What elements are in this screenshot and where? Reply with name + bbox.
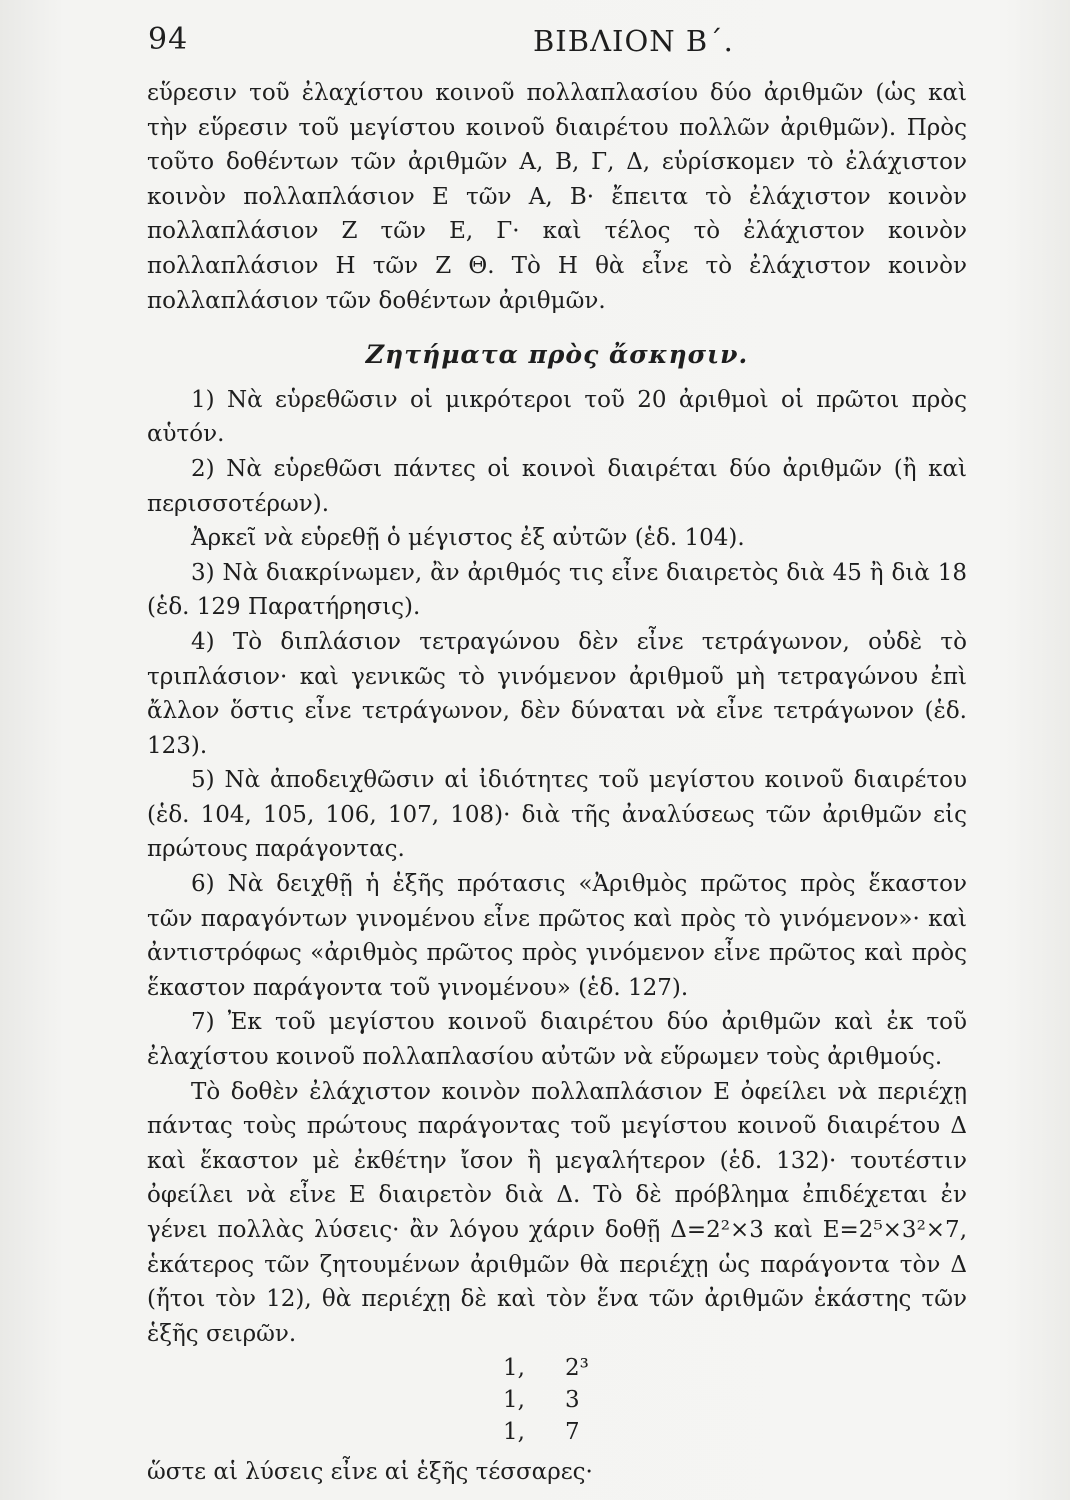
exercise-7: 7) Ἐκ τοῦ μεγίστου κοινοῦ διαιρέτου δύο ἀριθμῶν καὶ ἐκ τοῦ ἐλαχίστου κοινοῦ πολλαπλασίου αὐτῶν νὰ εὕρωμεν τοὺς ἀριθμούς.	[147, 1009, 967, 1071]
page-body	[147, 76, 967, 1490]
exercise-1: 1) Νὰ εὑρεθῶσιν οἱ μικρότεροι τοῦ 20 ἀριθμοὶ οἱ πρῶτοι πρὸς αὑτόν.	[147, 386, 967, 448]
series-value: 7	[565, 1419, 580, 1446]
exercise-3: 3) Νὰ διακρίνωμεν, ἂν ἀριθμός τις εἶνε διαιρετὸς διὰ 45 ἢ διὰ 18 (ἑδ. 129 Παρατήρησις).	[147, 559, 967, 621]
series-value: 3	[565, 1387, 580, 1414]
page-number: 94	[148, 22, 189, 57]
series-value: 1,	[503, 1387, 525, 1414]
intro-paragraph: εὕρεσιν τοῦ ἐλαχίστου κοινοῦ πολλαπλασίου δύο ἀριθμῶν (ὡς καὶ τὴν εὕρεσιν τοῦ μεγίστου κοινοῦ διαιρέτου πολλῶν ἀριθμῶν). Πρὸς τοῦτο δοθέντων τῶν ἀριθμῶν Α, Β, Γ, Δ, εὑρίσκομεν τὸ ἐλάχιστον κοινὸν πολλαπλάσιον Ε τῶν Α, Β· ἔπειτα τὸ ἐλάχιστον κοινὸν πολλαπλάσιον Ζ τῶν Ε, Γ· καὶ τέλος τὸ ἐλάχιστον κοινὸν πολλαπλάσιον Η τῶν Ζ Θ. Τὸ Η θὰ εἶνε τὸ ἐλάχιστον κοινὸν πολλαπλάσιον τῶν δοθέντων ἀριθμῶν.	[147, 80, 967, 314]
running-title: ΒΙΒΛΙΟΝ Β΄.	[533, 24, 734, 58]
series-row	[147, 1415, 967, 1447]
solution-paragraph: Τὸ δοθὲν ἐλάχιστον κοινὸν πολλαπλάσιον Ε ὀφείλει νὰ περιέχῃ πάντας τοὺς πρώτους παράγοντας τοῦ μεγίστου κοινοῦ διαιρέτου Δ καὶ ἕκαστον μὲ ἐκθέτην ἴσον ἢ μεγαλήτερον (ἑδ. 132)· τουτέστιν ὀφείλει νὰ εἶνε Ε διαιρετὸν διὰ Δ. Τὸ δὲ πρόβλημα ἐπιδέχεται ἐν γένει πολλὰς λύσεις· ἂν λόγου χάριν δοθῇ Δ=2²×3 καὶ Ε=2⁵×3²×7, ἑκάτερος τῶν ζητουμένων ἀριθμῶν θὰ περιέχῃ ὡς παράγοντα τὸν Δ (ἤτοι τὸν 12), θὰ περιέχῃ δὲ καὶ τὸν ἕνα τῶν ἀριθμῶν ἑκάστης τῶν ἑξῆς σειρῶν.	[147, 1078, 967, 1347]
series-value: 1,	[503, 1419, 525, 1446]
series-value: 2³	[565, 1355, 589, 1382]
exercise-6: 6) Νὰ δειχθῇ ἡ ἑξῆς πρότασις «Ἀριθμὸς πρῶτος πρὸς ἕκαστον τῶν παραγόντων γινομένου εἶνε πρῶτος καὶ πρὸς τὸ γινόμενον»· καὶ ἀντιστρόφως «ἀριθμὸς πρῶτος πρὸς γινόμενον εἶνε πρῶτος καὶ πρὸς ἕκαστον παράγοντα τοῦ γινομένου» (ἑδ. 127).	[147, 871, 967, 1001]
closing-line: ὥστε αἱ λύσεις εἶνε αἱ ἑξῆς τέσσαρες·	[147, 1459, 593, 1486]
section-heading: Ζητήματα πρὸς ἄσκησιν.	[365, 340, 749, 370]
exercise-2: 2) Νὰ εὑρεθῶσι πάντες οἱ κοινοὶ διαιρέται δύο ἀριθμῶν (ἢ καὶ περισσοτέρων).	[147, 455, 967, 517]
series-row	[147, 1383, 967, 1415]
page-header	[0, 22, 1070, 62]
exercise-5: 5) Νὰ ἀποδειχθῶσιν αἱ ἰδιότητες τοῦ μεγίστου κοινοῦ διαιρέτου (ἑδ. 104, 105, 106, 107, 108)· διὰ τῆς ἀναλύσεως τῶν ἀριθμῶν εἰς πρώτους παράγοντας.	[147, 767, 967, 863]
exercise-2-hint: Ἀρκεῖ νὰ εὑρεθῇ ὁ μέγιστος ἐξ αὐτῶν (ἑδ. 104).	[191, 525, 745, 552]
exercise-4: 4) Τὸ διπλάσιον τετραγώνου δὲν εἶνε τετράγωνον, οὐδὲ τὸ τριπλάσιον· καὶ γενικῶς τὸ γινόμενον ἀριθμοῦ μὴ τετραγώνου ἐπὶ ἄλλον ὅστις εἶνε τετράγωνον, δὲν δύναται νὰ εἶνε τετράγωνον (ἑδ. 123).	[147, 628, 967, 759]
series-row	[147, 1351, 967, 1383]
factor-series	[147, 1351, 967, 1447]
series-value: 1,	[503, 1355, 525, 1382]
